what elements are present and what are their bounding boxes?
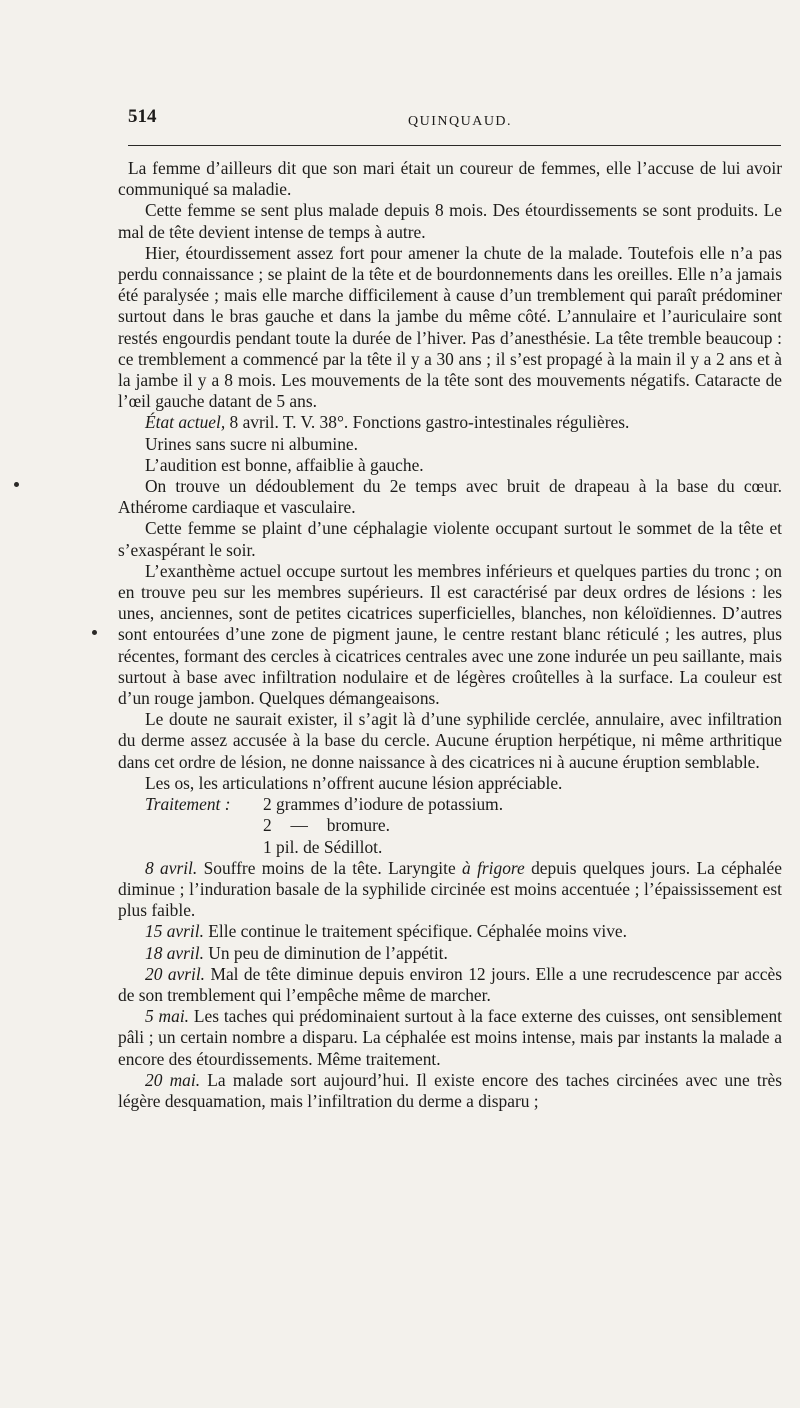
entry-text: Elle continue le traitement spécifique. Céphalée moins vive. bbox=[203, 921, 627, 942]
paragraph: Les os, les articulations n’offrent aucune lésion appréciable. bbox=[145, 772, 563, 793]
page-number: 514 bbox=[128, 106, 157, 127]
paragraph: Le doute ne saurait exister, il s’agit là d’une syphilide cerclée, annulaire, avec infiltration du derme assez accusée à la base du cercle. Aucune éruption herpétique, ni même arthritique dans cet ordre de lésion, ne donne naissance à des cicatrices ni à aucune éruption semblable. bbox=[118, 709, 782, 772]
paragraph: L’audition est bonne, affaiblie à gauche. bbox=[145, 454, 424, 475]
dated-entry bbox=[118, 943, 782, 964]
etat-paragraph bbox=[118, 412, 782, 433]
paragraph: L’exanthème actuel occupe surtout les membres inférieurs et quelques parties du tronc ; on en trouve peu sur les membres supérieurs. Il est caractérisé par deux ordres de lésions : les unes, anciennes, sont de petites cicatrices superficielles, blanches, non kéloïdiennes. D’autres sont entourées d’une zone de pigment jaune, le centre restant blanc réticulé ; les autres, plus récentes, formant des cercles à cicatrices centrales avec une zone indurée un peu saillante, mais surtout à base avec infiltration nodulaire et de légères croûtelles à la surface. La couleur est d’un rouge jambon. Quelques démangeaisons. bbox=[118, 560, 782, 709]
page-header bbox=[128, 104, 781, 136]
header-rule bbox=[128, 145, 781, 146]
margin-dot bbox=[14, 482, 19, 487]
etat-label: État actuel, bbox=[145, 412, 226, 433]
treatment-block bbox=[118, 794, 782, 858]
etat-text: T. V. 38°. Fonctions gastro-intestinales régulières. bbox=[278, 412, 630, 433]
entry-text: Mal de tête diminue depuis environ 12 jours. Elle a une recrudescence par accès de son tremblement qui l’empêche même de marcher. bbox=[118, 963, 782, 1005]
paragraph: Hier, étourdissement assez fort pour amener la chute de la malade. Toutefois elle n’a pas perdu connaissance ; se plaint de la tête et de bourdonnements dans les oreilles. Elle n’a jamais été paralysée ; mais elle marche difficilement à cause d’un tremblement qui paraît prédominer surtout dans le bras gauche et dans la jambe du même côté. L’annulaire et l’auriculaire sont restés engourdis pendant toute la durée de l’hiver. Pas d’anesthésie. La tête tremble beaucoup : ce tremblement a commencé par la tête il y a 30 ans ; il s’est propagé à la main il y a 2 ans et à la jambe il y a 8 mois. Les mouvements de la tête sont des mouvements négatifs. Cataracte de l’œil gauche datant de 5 ans. bbox=[118, 242, 782, 412]
entry-date: 8 avril. bbox=[145, 857, 198, 878]
treatment-dash: — bbox=[290, 815, 308, 836]
entry-date: 18 avril. bbox=[145, 942, 204, 963]
etat-date: 8 avril. bbox=[229, 412, 279, 433]
running-head: QUINQUAUD. bbox=[408, 114, 513, 129]
entry-italic: à frigore bbox=[462, 857, 525, 878]
body-text bbox=[118, 158, 782, 1112]
paragraph: Cette femme se sent plus malade depuis 8 mois. Des étourdissements se sont produits. Le mal de tête devient intense de temps à autre. bbox=[118, 200, 782, 242]
dated-entry bbox=[118, 1070, 782, 1112]
entry-text: Un peu de diminution de l’appétit. bbox=[203, 942, 448, 963]
dated-entry bbox=[118, 964, 782, 1006]
paragraph: Urines sans sucre ni albumine. bbox=[145, 433, 358, 454]
treatment-line: 1 pil. de Sédillot. bbox=[263, 836, 383, 857]
entry-text: Les taches qui prédominaient surtout à la face externe des cuisses, ont sensiblement pâli ; un certain nombre a disparu. La céphalée est moins intense, mais par instants la malade a encore des étourdissements. Même traitement. bbox=[118, 1006, 782, 1069]
entry-date: 20 avril. bbox=[145, 963, 206, 984]
paragraph: On trouve un dédoublement du 2e temps avec bruit de drapeau à la base du cœur. Athérome cardiaque et vasculaire. bbox=[118, 476, 782, 518]
entry-text: La malade sort aujourd’hui. Il existe encore des taches circinées avec une très légère desquamation, mais l’infiltration du derme a disparu ; bbox=[118, 1069, 782, 1111]
dated-entry bbox=[118, 858, 782, 922]
entry-text: Souffre moins de la tête. Laryngite bbox=[197, 857, 463, 878]
treatment-line: 2 grammes d’iodure de potassium. bbox=[263, 794, 504, 815]
entry-date: 20 mai. bbox=[145, 1069, 201, 1090]
dated-entry bbox=[118, 921, 782, 942]
entry-date: 15 avril. bbox=[145, 921, 204, 942]
entry-rest: depuis quelques jours. La céphalée diminue ; l’induration basale de la syphilide circinée est moins accentuée ; l’épaississement est plus faible. bbox=[118, 857, 782, 921]
margin-dot bbox=[92, 630, 97, 635]
treatment-line: bromure. bbox=[326, 815, 390, 836]
entry-date: 5 mai. bbox=[145, 1006, 189, 1027]
treatment-label: Traitement : bbox=[145, 794, 231, 815]
treatment-num: 2 bbox=[263, 815, 272, 836]
paragraph: Cette femme se plaint d’une céphalagie violente occupant surtout le sommet de la tête et s’exaspérant le soir. bbox=[118, 518, 782, 560]
paragraph: La femme d’ailleurs dit que son mari était un coureur de femmes, elle l’accuse de lui avoir communiqué sa maladie. bbox=[118, 158, 782, 200]
dated-entry bbox=[118, 1006, 782, 1070]
